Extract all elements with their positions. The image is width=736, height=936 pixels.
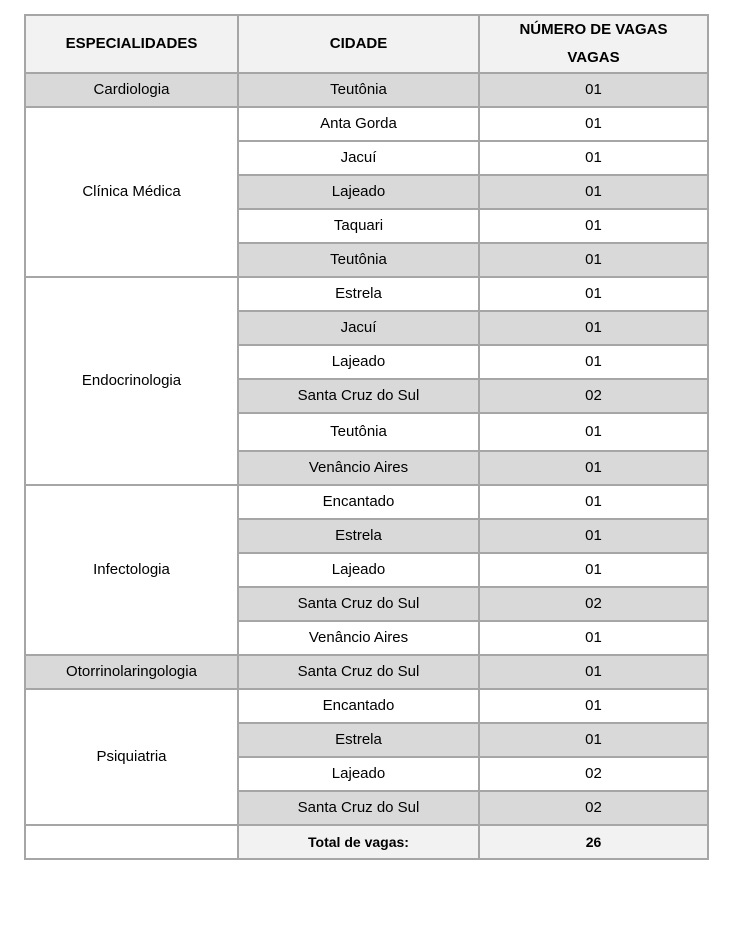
vagas-cell: 01	[479, 553, 708, 587]
cidade-cell: Encantado	[238, 689, 479, 723]
total-empty-cell	[25, 825, 238, 859]
cidade-cell: Taquari	[238, 209, 479, 243]
vagas-cell: 02	[479, 757, 708, 791]
cidade-cell: Estrela	[238, 519, 479, 553]
vagas-cell: 01	[479, 277, 708, 311]
vagas-cell: 02	[479, 587, 708, 621]
cidade-cell: Estrela	[238, 277, 479, 311]
vagas-cell: 02	[479, 379, 708, 413]
vagas-cell: 01	[479, 413, 708, 451]
especialidade-cell: Cardiologia	[25, 73, 238, 107]
total-row	[25, 825, 708, 859]
table-row	[25, 277, 708, 311]
cidade-cell: Lajeado	[238, 757, 479, 791]
cidade-cell: Jacuí	[238, 141, 479, 175]
vagas-cell: 02	[479, 791, 708, 825]
vagas-cell: 01	[479, 655, 708, 689]
cidade-cell: Lajeado	[238, 345, 479, 379]
cidade-cell: Venâncio Aires	[238, 451, 479, 485]
cidade-cell: Teutônia	[238, 243, 479, 277]
vagas-cell: 01	[479, 107, 708, 141]
vagas-cell: 01	[479, 141, 708, 175]
vagas-cell: 01	[479, 243, 708, 277]
header-row	[25, 15, 708, 73]
especialidade-cell: Infectologia	[25, 485, 238, 655]
cidade-cell: Teutônia	[238, 73, 479, 107]
header-cidade: CIDADE	[238, 15, 479, 73]
table-row	[25, 655, 708, 689]
cidade-cell: Venâncio Aires	[238, 621, 479, 655]
vagas-cell: 01	[479, 723, 708, 757]
vagas-cell: 01	[479, 175, 708, 209]
table-row	[25, 689, 708, 723]
total-value: 26	[479, 825, 708, 859]
especialidade-cell: Otorrinolaringologia	[25, 655, 238, 689]
cidade-cell: Santa Cruz do Sul	[238, 587, 479, 621]
total-label: Total de vagas:	[238, 825, 479, 859]
cidade-cell: Santa Cruz do Sul	[238, 655, 479, 689]
cidade-cell: Santa Cruz do Sul	[238, 791, 479, 825]
table-row	[25, 73, 708, 107]
vagas-cell: 01	[479, 485, 708, 519]
especialidade-cell: Clínica Médica	[25, 107, 238, 277]
table-row	[25, 485, 708, 519]
cidade-cell: Estrela	[238, 723, 479, 757]
cidade-cell: Lajeado	[238, 175, 479, 209]
cidade-cell: Jacuí	[238, 311, 479, 345]
vagas-cell: 01	[479, 73, 708, 107]
cidade-cell: Teutônia	[238, 413, 479, 451]
table-body	[25, 73, 708, 859]
especialidade-cell: Psiquiatria	[25, 689, 238, 825]
vagas-cell: 01	[479, 209, 708, 243]
vagas-cell: 01	[479, 621, 708, 655]
vagas-cell: 01	[479, 345, 708, 379]
vagas-cell: 01	[479, 689, 708, 723]
header-especialidades: ESPECIALIDADES	[25, 15, 238, 73]
especialidade-cell: Endocrinologia	[25, 277, 238, 485]
header-numero-vagas	[479, 15, 708, 73]
table-row	[25, 107, 708, 141]
cidade-cell: Santa Cruz do Sul	[238, 379, 479, 413]
vagas-cell: 01	[479, 311, 708, 345]
vagas-cell: 01	[479, 451, 708, 485]
cidade-cell: Anta Gorda	[238, 107, 479, 141]
header-numero-line1: NÚMERO DE VAGAS	[519, 21, 668, 38]
vagas-cell: 01	[479, 519, 708, 553]
header-numero-line2: VAGAS	[567, 49, 620, 66]
cidade-cell: Encantado	[238, 485, 479, 519]
vagas-table	[24, 14, 709, 860]
cidade-cell: Lajeado	[238, 553, 479, 587]
